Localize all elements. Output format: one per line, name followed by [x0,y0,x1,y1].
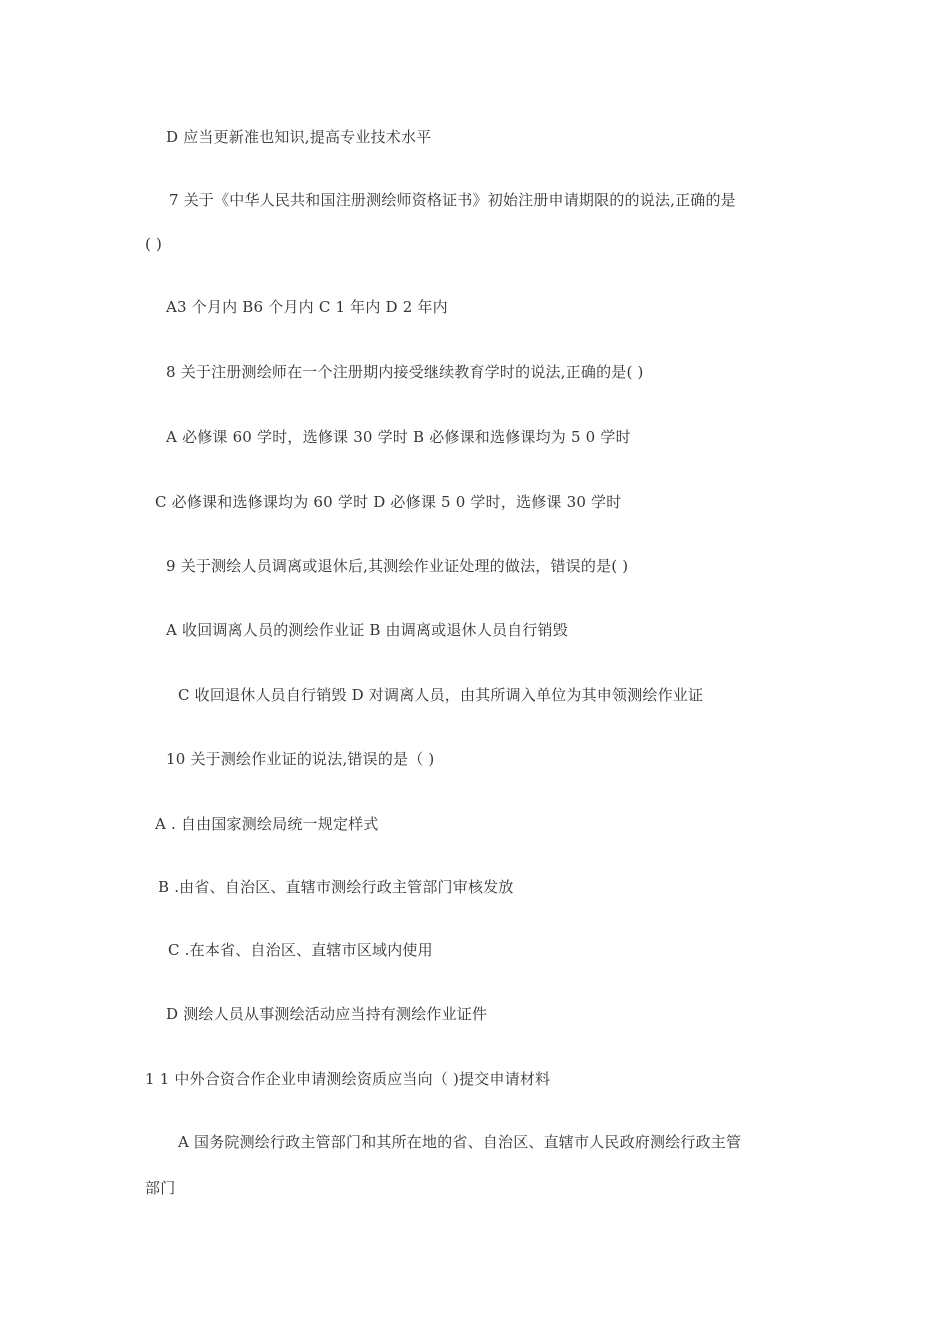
question-7-parentheses: ( ) [145,235,163,253]
question-11-option-a: A 国务院测绘行政主管部门和其所在地的省、自治区、直辖市人民政府测绘行政主管 [178,1133,742,1151]
question-9-options-ab: A 收回调离人员的测绘作业证 B 由调离或退休人员自行销毁 [166,621,568,639]
question-11-option-a-continued: 部门 [145,1179,176,1197]
question-10-text: 10 关于测绘作业证的说法,错误的是（ ) [166,750,435,768]
question-10-option-c: C .在本省、自治区、直辖市区域内使用 [168,941,433,959]
question-7-text: 7 关于《中华人民共和国注册测绘师资格证书》初始注册申请期限的的说法,正确的是 [169,191,736,209]
question-8-options-ab: A 必修课 60 学时，选修课 30 学时 B 必修课和选修课均为 5 0 学时 [166,428,631,446]
question-10-option-b: B .由省、自治区、直辖市测绘行政主管部门审核发放 [158,878,514,896]
question-10-option-d: D 测绘人员从事测绘活动应当持有测绘作业证件 [166,1005,488,1023]
question-8-options-cd: C 必修课和选修课均为 60 学时 D 必修课 5 0 学时，选修课 30 学时 [155,493,622,511]
option-6d: D 应当更新准也知识,提高专业技术水平 [166,128,432,146]
question-7-options: A3 个月内 B6 个月内 C 1 年内 D 2 年内 [166,298,448,316]
question-10-option-a: A . 自由国家测绘局统一规定样式 [155,815,379,833]
question-8-text: 8 关于注册测绘师在一个注册期内接受继续教育学时的说法,正确的是( ) [166,363,644,381]
question-11-text: 1 1 中外合资合作企业申请测绘资质应当向（ )提交申请材料 [145,1070,551,1088]
question-9-text: 9 关于测绘人员调离或退休后,其测绘作业证处理的做法，错误的是( ) [166,557,629,575]
question-9-options-cd: C 收回退休人员自行销毁 D 对调离人员，由其所调入单位为其申领测绘作业证 [178,686,704,704]
